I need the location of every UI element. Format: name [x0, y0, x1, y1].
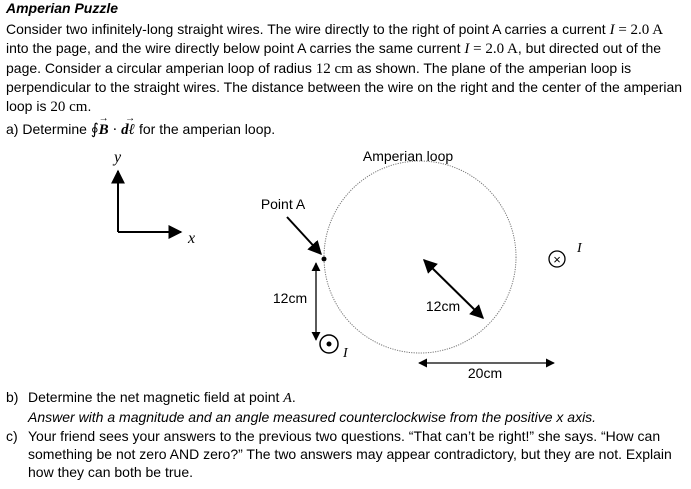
loop-integral-symbol: ∮ — [90, 122, 99, 138]
point-a-symbol: A — [283, 391, 292, 406]
dl-vector-symbol: dℓ → — [121, 113, 136, 138]
part-c-text: Your friend sees your answers to the previous two questions. “That can’t be right!” she says. “How can something be not zero AND zero?” The two answers may appear contradictory, but they are not. Explain how they can both be true. — [28, 427, 672, 481]
wire-into-page — [549, 241, 583, 267]
intro-text-5: . — [87, 97, 92, 114]
part-a-label: a) — [6, 121, 19, 137]
problem-title: Amperian Puzzle — [6, 0, 119, 16]
part-c-label: c) — [6, 427, 18, 444]
cross-icon: × — [553, 252, 561, 267]
intro-text-1: Consider two infinitely-long straight wires. The wire directly to the right of point A carries a current — [6, 21, 610, 37]
horizontal-distance-label: 20cm — [467, 365, 503, 381]
intro-text-3: , but directed out of the page. Consider a circular amperian loop of radius — [6, 40, 662, 76]
vector-arrow-icon: → — [98, 113, 109, 124]
current-symbol-2: I — [464, 41, 470, 58]
radius-label: 12cm — [425, 298, 461, 314]
part-b-instruction: Answer with a magnitude and an angle measured counterclockwise from the positive x axis. — [28, 409, 597, 426]
point-a-dot — [322, 257, 327, 262]
dot-icon — [327, 342, 332, 347]
current-value-2: = 2.0 A — [469, 41, 518, 58]
remaining-questions — [6, 388, 688, 481]
amperian-loop-label: Amperian loop — [362, 148, 454, 164]
wire-out-of-page — [320, 335, 349, 361]
part-a-text-1: Determine — [22, 121, 91, 137]
vertical-distance-label: 12cm — [272, 290, 308, 306]
part-b-text: Determine the net magnetic field at point — [28, 389, 284, 405]
amperian-loop-circle — [324, 161, 516, 353]
distance-value: 20 cm — [50, 98, 88, 115]
part-c-question — [6, 427, 688, 482]
point-a-label: Point A — [260, 196, 306, 212]
part-a-text-2: for the amperian loop. — [135, 121, 276, 137]
vector-arrow-icon: → — [125, 113, 136, 124]
point-a-pointer-arrow — [287, 217, 321, 254]
current-value-1: = 2.0 A — [614, 22, 664, 38]
x-axis-label: x — [188, 230, 196, 247]
intro-text-2: into the page, and the wire directly below point A carries the same current — [6, 40, 465, 57]
part-b-question: b) Determine the net magnetic field at point A. Answer with a magnitude and an angle measured counterclockwise from the positive x axis. — [6, 389, 597, 426]
wire-right-current-label: I — [577, 241, 582, 256]
dot-product-symbol: · — [108, 122, 122, 138]
current-symbol-1: I — [609, 22, 615, 38]
wire-below-current-label: I — [343, 346, 348, 361]
coordinate-axes — [112, 149, 195, 247]
part-b-label: b) — [6, 389, 19, 405]
y-axis-label: y — [114, 149, 122, 166]
loop-radius-value: 12 cm — [315, 60, 353, 77]
b-vector-symbol: B → — [98, 113, 109, 138]
intro-text-4: as shown. The plane of the amperian loop is perpendicular to the straight wires. The distance between the wire on the right and the center of the amperian loop is — [6, 59, 683, 114]
